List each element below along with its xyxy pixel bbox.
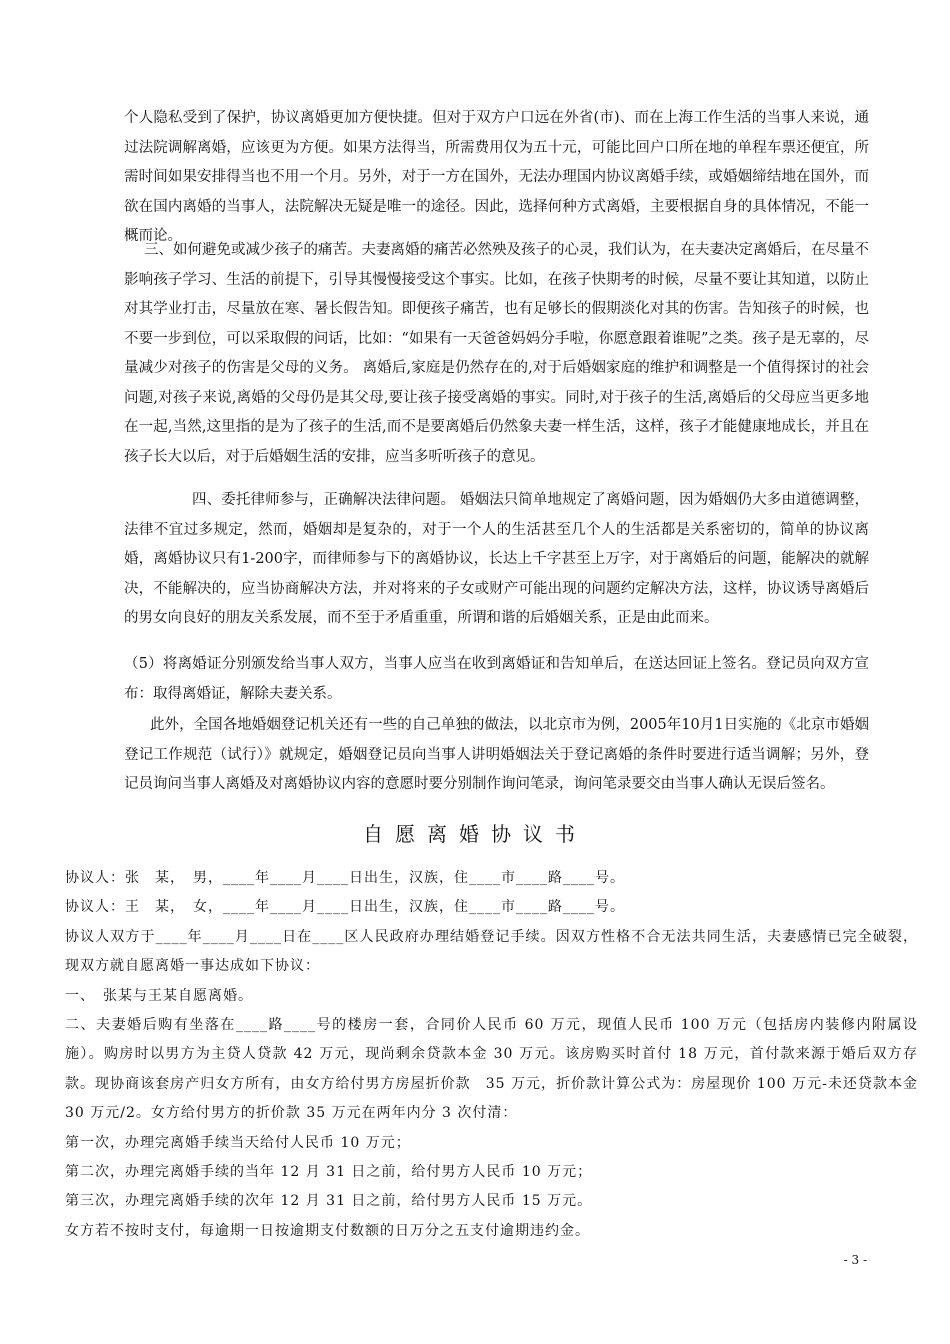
clause-2: 二、夫妻婚后购有坐落在____路____号的楼房一套，合同价人民币 60 万元，现值人民币 100 万元（包括房内装修内附属设施）。购房时以男方为主贷人贷款 42 万元，现尚剩余贷款本金 30 万元。该房购买时首付 18 万元，首付款来源于婚后双方存款。现协商该套房产归女方所有，由女方给付男方房屋折价款 35 万元，折价款计算公式为：房屋现价 100 万元-未还贷款本金 30 万元/2。女方给付男方的折价款 35 万元在两年内分 3 次付清： [65, 1017, 918, 1122]
agreement-intro: 协议人双方于____年____月____日在____区人民政府办理结婚登记手续。因双方性格不合无法共同生活，夫妻感情已完全破裂，现双方就自愿离婚一事达成如下协议： [65, 928, 918, 975]
late-penalty: 女方若不按时支付，每逾期一日按逾期支付数额的日万分之五支付逾期违约金。 [65, 1222, 590, 1239]
payment-3: 第三次，办理完离婚手续的次年 12 月 31 日之前，给付男方人民币 15 万元。 [65, 1193, 593, 1210]
party-1-line: 协议人：张 某， 男，____年____月____日出生，汉族，住____市____路____号。 [65, 870, 625, 886]
agreement-body [65, 864, 918, 1246]
payment-2: 第二次，办理完离婚手续的当年 12 月 31 日之前，给付男方人民币 10 万元； [65, 1164, 593, 1181]
privacy-paragraph: 个人隐私受到了保护，协议离婚更加方便快捷。但对于双方户口远在外省(市)、而在上海工作生活的当事人来说，通过法院调解离婚，应该更为方便。如果方法得当，所需费用仅为五十元，可能比回户口所在地的单程车票还便宜，所需时间如果安排得当也不用一个月。另外，对于一方在国外，无法办理国内协议离婚手续，或婚姻缔结地在国外，而欲在国内离婚的当事人，法院解决无疑是唯一的途径。因此，选择何种方式离婚，主要根据自身的具体情况，不能一概而论。 [124, 110, 869, 244]
party-2-line: 协议人：王 某， 女，____年____月____日出生，汉族，住____市____路____号。 [65, 899, 625, 916]
section-3-paragraph: 三、如何避免或减少孩子的痛苦。夫妻离婚的痛苦必然殃及孩子的心灵，我们认为，在夫妻决定离婚后，在尽量不影响孩子学习、生活的前提下，引导其慢慢接受这个事实。比如，在孩子快期考的时候，尽量不要让其知道，以防止对其学业打击，尽量放在寒、暑长假告知。即便孩子痛苦，也有足够长的假期淡化对其的伤害。告知孩子的时候，也不要一步到位，可以采取假的问话，比如：“如果有一天爸爸妈妈分手啦，你愿意跟着谁呢”之类。孩子是无辜的，尽量减少对孩子的伤害是父母的义务。 离婚后,家庭是仍然存在的,对于后婚姻家庭的维护和调整是一个值得探讨的社会问题,对孩子来说,离婚的父母仍是其父母,要让孩子接受离婚的事实。同时,对于孩子的生活,离婚后的父母应当更多地在一起,当然,这里指的是为了孩子的生活,而不是要离婚后仍然象夫妻一样生活，这样，孩子才能健康地成长，并且在孩子长大以后，对于后婚姻生活的安排，应当多听听孩子的意见。 [124, 242, 869, 465]
clause-1: 一、 张某与王某自愿离婚。 [65, 987, 253, 1004]
item-5-paragraph: （5）将离婚证分别颁发给当事人双方，当事人应当在收到离婚证和告知单后，在送达回证上签名。登记员向双方宣布：取得离婚证，解除夫妻关系。 [124, 656, 869, 702]
beijing-rules-paragraph: 此外，全国各地婚姻登记机关还有一些的自己单独的做法，以北京市为例，2005年10月1日实施的《北京市婚姻登记工作规范（试行）》就规定，婚姻登记员向当事人讲明婚姻法关于登记离婚的条件时要进行适当调解；另外，登记员询问当事人离婚及对离婚协议内容的意愿时要分别制作询问笔录，询问笔录要交由当事人确认无误后签名。 [124, 717, 869, 792]
section-4-paragraph: 四、委托律师参与，正确解决法律问题。 婚姻法只简单地规定了离婚问题，因为婚姻仍大多由道德调整，法律不宜过多规定，然而，婚姻却是复杂的，对于一个人的生活甚至几个人的生活都是关系密切的，简单的协议离婚，离婚协议只有1-200字，而律师参与下的离婚协议，长达上千字甚至上万字，对于离婚后的问题，能解决的就解决，不能解决的，应当协商解决方法，并对将来的子女或财产可能出现的问题约定解决方法，这样，协议诱导离婚后的男女向良好的朋友关系发展，而不至于矛盾重重，所谓和谐的后婚姻关系，正是由此而来。 [124, 492, 869, 626]
payment-1: 第一次，办理完离婚手续当天给付人民币 10 万元； [65, 1134, 411, 1151]
page-number: - 3 - [843, 1253, 867, 1267]
agreement-title: 自愿离婚协议书 [363, 822, 587, 846]
